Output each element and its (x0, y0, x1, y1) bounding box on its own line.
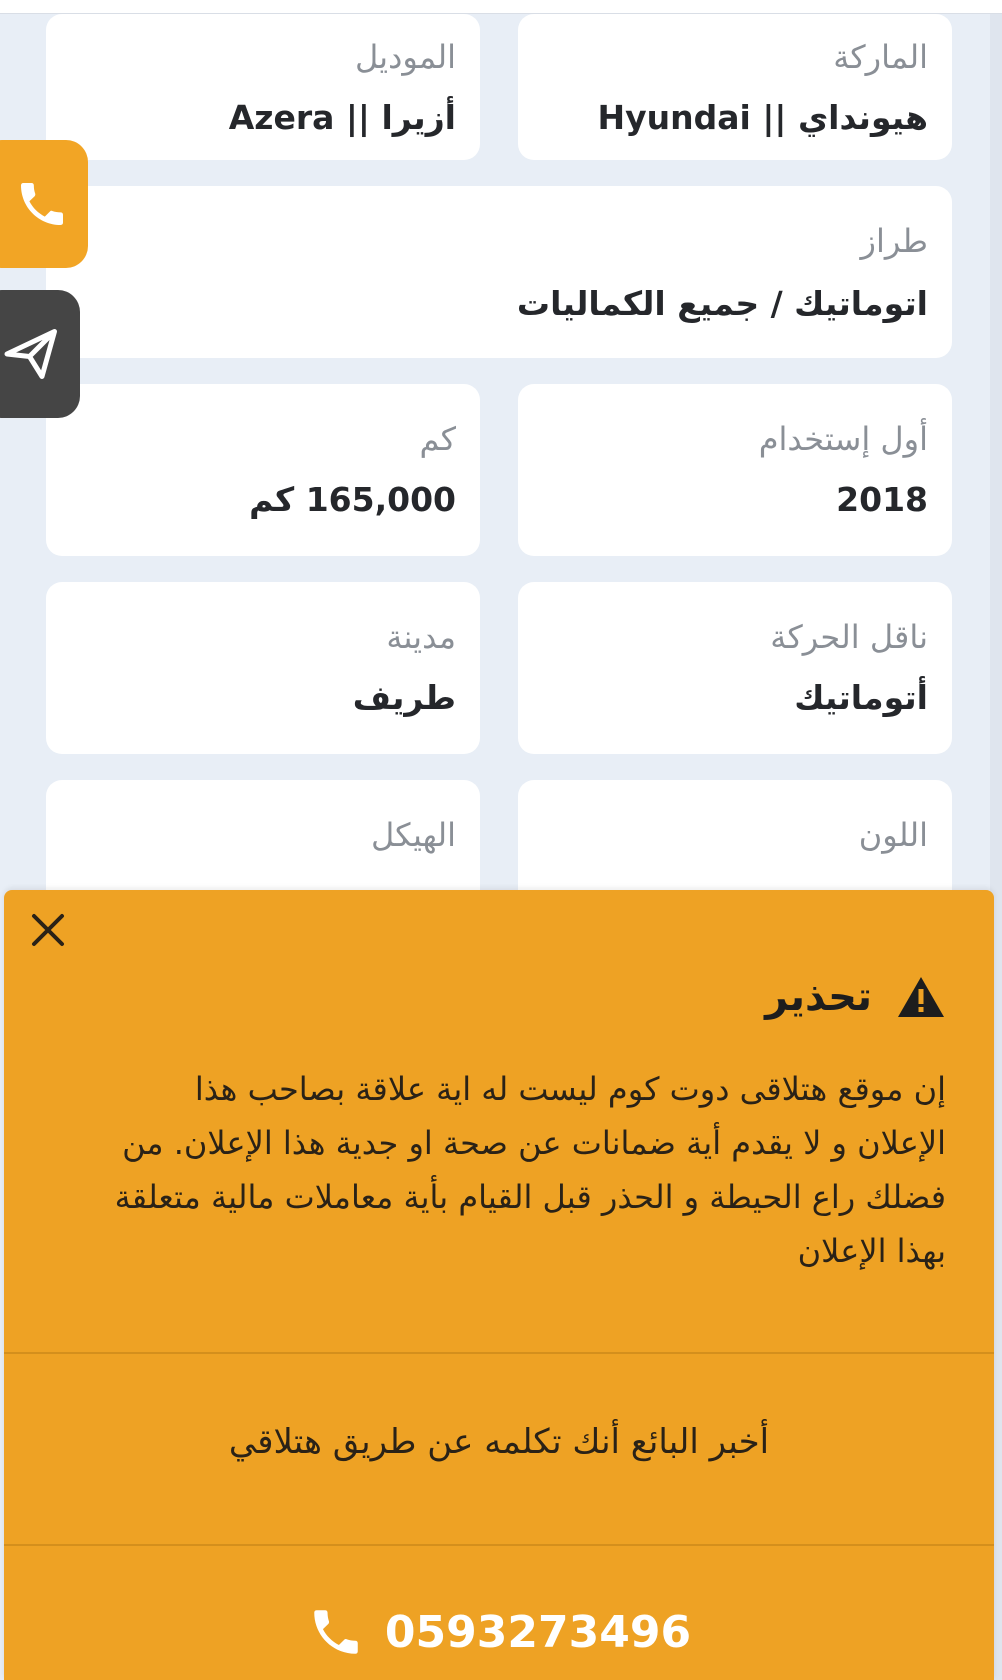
spec-card-model (46, 14, 480, 160)
divider (4, 1352, 994, 1354)
top-bar (0, 0, 1002, 14)
spec-label: اللون (858, 816, 928, 854)
close-icon (28, 910, 68, 950)
spec-card-city (46, 582, 480, 754)
spec-value: أزيرا || Azera (228, 98, 456, 137)
spec-label: ناقل الحركة (770, 618, 928, 656)
spec-card-km (46, 384, 480, 556)
spec-value: أتوماتيك (794, 678, 928, 717)
spec-card-transmission (518, 582, 952, 754)
spec-label: الموديل (354, 38, 456, 76)
spec-card-first-use (518, 384, 952, 556)
warning-title: تحذير (765, 974, 872, 1020)
share-fab-button[interactable] (0, 290, 80, 418)
divider (4, 1544, 994, 1546)
spec-card-brand (518, 14, 952, 160)
warning-line: فضلك راع الحيطة و الحذر قبل القيام بأية معاملات مالية متعلقة (114, 1178, 946, 1216)
spec-label: مدينة (386, 618, 456, 656)
close-button[interactable] (28, 910, 68, 950)
spec-value: اتوماتيك / جميع الكماليات (516, 284, 928, 323)
spec-label: طراز (860, 222, 928, 260)
spec-label: الهيكل (371, 816, 456, 854)
share-icon (2, 324, 62, 384)
spec-value: هيونداي || Hyundai (597, 98, 928, 137)
warning-line: بهذا الإعلان (797, 1232, 946, 1270)
spec-card-trim (46, 186, 952, 358)
spec-label: الماركة (833, 38, 928, 76)
spec-label: كم (419, 420, 456, 458)
spec-value: 2018 (836, 480, 928, 519)
warning-triangle-icon (896, 975, 946, 1019)
phone-number[interactable]: 0593273496 (384, 1606, 692, 1658)
spec-label: أول إستخدام (758, 420, 928, 458)
warning-line: الإعلان و لا يقدم أية ضمانات عن صحة او جدية هذا الإعلان. من (122, 1124, 946, 1162)
phone-icon (14, 176, 70, 232)
spec-value: 165,000 كم (249, 480, 456, 519)
tell-seller-text: أخبر البائع أنك تكلمه عن طريق هتلاقي (228, 1422, 770, 1462)
call-fab-button[interactable] (0, 140, 88, 268)
phone-icon (307, 1603, 365, 1661)
warning-title-row (765, 974, 946, 1020)
warning-text (56, 1062, 946, 1278)
warning-sheet (4, 890, 994, 1680)
phone-call-button[interactable] (4, 1602, 994, 1662)
warning-line: إن موقع هتلاقى دوت كوم ليست له اية علاقة بصاحب هذا (194, 1070, 946, 1108)
spec-value: طريف (352, 678, 456, 717)
